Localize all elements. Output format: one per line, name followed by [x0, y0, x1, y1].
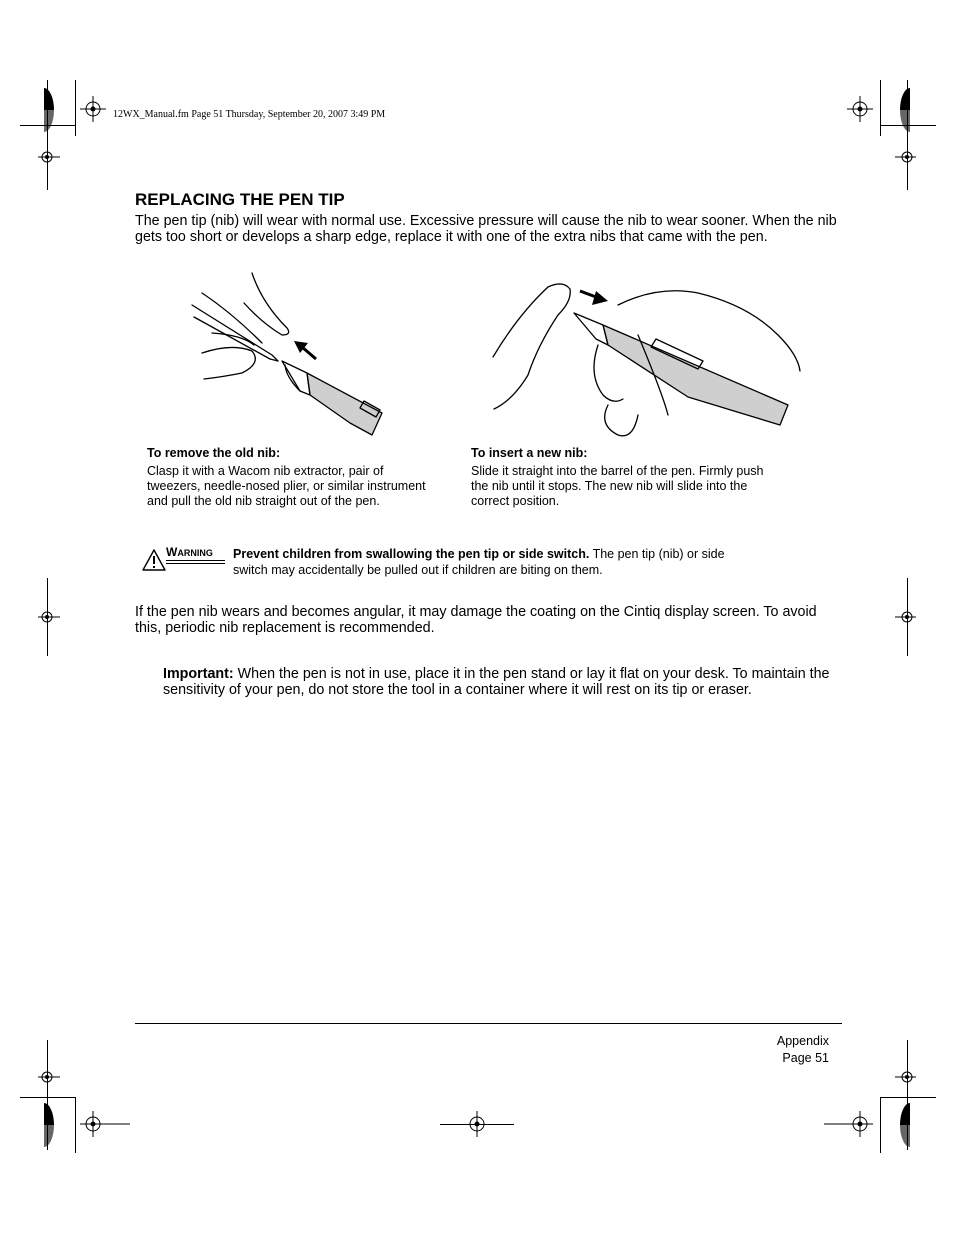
important-text: When the pen is not in use, place it in the pen stand or lay it flat on your desk. To maintain the sensitivity of your pen, do not store the tool in a container where it will rest on its tip or eraser.	[163, 666, 830, 698]
insert-nib-heading: To insert a new nib:	[471, 446, 588, 460]
insert-nib-illustration	[488, 275, 808, 450]
damage-note-paragraph: If the pen nib wears and becomes angular, it may damage the coating on the Cintiq display screen. To avoid this, periodic nib replacement is recommended.	[135, 604, 817, 636]
warning-rule-second	[166, 563, 225, 564]
page-footer	[777, 1033, 829, 1067]
important-label: Important:	[163, 666, 234, 682]
warning-body-text: The pen tip (nib) or side switch may accidentally be pulled out if children are biting on them.	[233, 547, 725, 577]
warning-bold-text: Prevent children from swallowing the pen tip or side switch.	[233, 547, 590, 561]
insert-nib-text: Slide it straight into the barrel of the pen. Firmly push the nib until it stops. The new nib will slide into the correct position.	[471, 464, 764, 509]
remove-nib-text: Clasp it with a Wacom nib extractor, pair of tweezers, needle-nosed plier, or similar instrument and pull the old nib straight out of the pen.	[147, 464, 426, 509]
footer-page-number: Page 51	[782, 1051, 829, 1065]
insert-nib-caption	[471, 446, 771, 510]
warning-label: WARNING	[166, 545, 213, 559]
section-title: REPLACING THE PEN TIP	[135, 190, 345, 209]
footer-rule	[135, 1023, 842, 1024]
remove-nib-illustration	[182, 273, 402, 443]
important-note	[163, 666, 843, 698]
file-meta-header: 12WX_Manual.fm Page 51 Thursday, September 20, 2007 3:49 PM	[113, 109, 386, 120]
warning-rule	[166, 560, 225, 561]
remove-nib-heading: To remove the old nib:	[147, 446, 281, 460]
remove-nib-caption	[147, 446, 437, 510]
intro-paragraph: The pen tip (nib) will wear with normal use. Excessive pressure will cause the nib to wear sooner. When the nib gets too short or develops a sharp edge, replace it with one of the extra nibs that came with the pen.	[135, 213, 837, 245]
warning-text	[233, 547, 753, 578]
footer-section: Appendix	[776, 1034, 829, 1048]
warning-icon	[142, 549, 166, 571]
